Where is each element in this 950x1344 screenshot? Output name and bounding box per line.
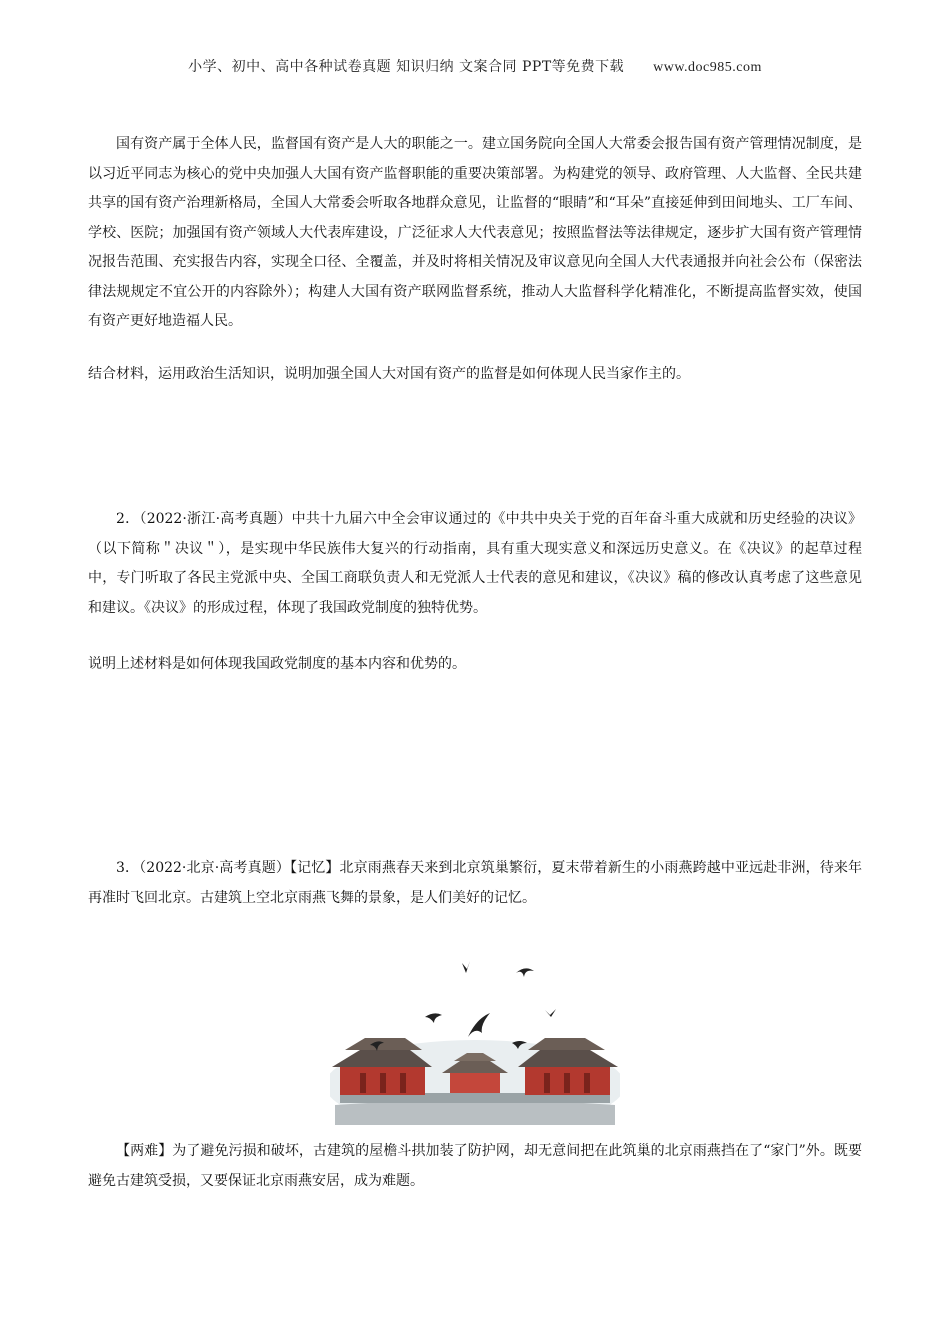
q3-intro: 3．（2022·北京·高考真题）【记忆】北京雨燕春天来到北京筑巢繁衍，夏末带着新生的小雨燕跨越中亚远赴非洲，待来年再准时飞回北京。古建筑上空北京雨燕飞舞的景象，是人们美好的记忆。 [88,860,862,906]
swift-bird [425,1013,442,1023]
q2-material: 2．（2022·浙江·高考真题）中共十九届六中全会审议通过的《中共中央关于党的百年奋斗重大成就和历史经验的决议》（以下简称＂决议＂），是实现中华民族伟大复兴的行动指南，具有重大现实意义和深远历史意义。在《决议》的起草过程中，专门听取了各民主党派中央、全国工商联负责人和无党派人士代表的意见和建议，《决议》稿的修改认真考虑了这些意见和建议。《决议》的形成过程，体现了我国政党制度的独特优势。 [88,511,862,616]
header-text: 小学、初中、高中各种试卷真题 知识归纳 文案合同 PPT等免费下载 [188,59,625,75]
swift-bird [516,968,534,977]
q3-dilemma: 【两难】为了避免污损和破坏，古建筑的屋檐斗拱加装了防护网，却无意间把在此筑巢的北京雨燕挡在了“家门”外。既要避免古建筑受损，又要保证北京雨燕安居，成为难题。 [88,1143,862,1189]
q1-material: 国有资产属于全体人民，监督国有资产是人大的职能之一。建立国务院向全国人大常委会报告国有资产管理情况制度，是以习近平同志为核心的党中央加强人大国有资产监督职能的重要决策部署。为构建党的领导、政府管理、人大监督、全民共建共享的国有资产治理新格局，全国人大常委会听取各地群众意见，让监督的“眼睛”和“耳朵”直接延伸到田间地头、工厂车间、学校、医院；加强国有资产领域人大代表库建设，广泛征求人大代表意见；按照监督法等法律规定，逐步扩大国有资产管理情况报告范围、充实报告内容，实现全口径、全覆盖，并及时将相关情况及审议意见向全国人大代表通报并向社会公布（保密法律法规规定不宜公开的内容除外）；构建人大国有资产联网监督系统，推动人大监督科学化精准化，不断提高监督实效，使国有资产更好地造福人民。 [88,136,862,329]
swift-bird [545,1009,556,1017]
page-header [0,56,950,76]
swift-bird [462,961,470,973]
header-site-link[interactable]: www.doc985.com [653,60,762,75]
q1-question: 结合材料，运用政治生活知识，说明加强全国人大对国有资产的监督是如何体现人民当家作主的。 [88,366,690,382]
q2-question: 说明上述材料是如何体现我国政党制度的基本内容和优势的。 [88,656,466,672]
swifts-over-palace-illustration [330,955,620,1125]
left-hall [332,1038,432,1095]
swift-birds [370,961,556,1051]
swift-bird [468,1013,490,1037]
right-hall [518,1038,618,1095]
